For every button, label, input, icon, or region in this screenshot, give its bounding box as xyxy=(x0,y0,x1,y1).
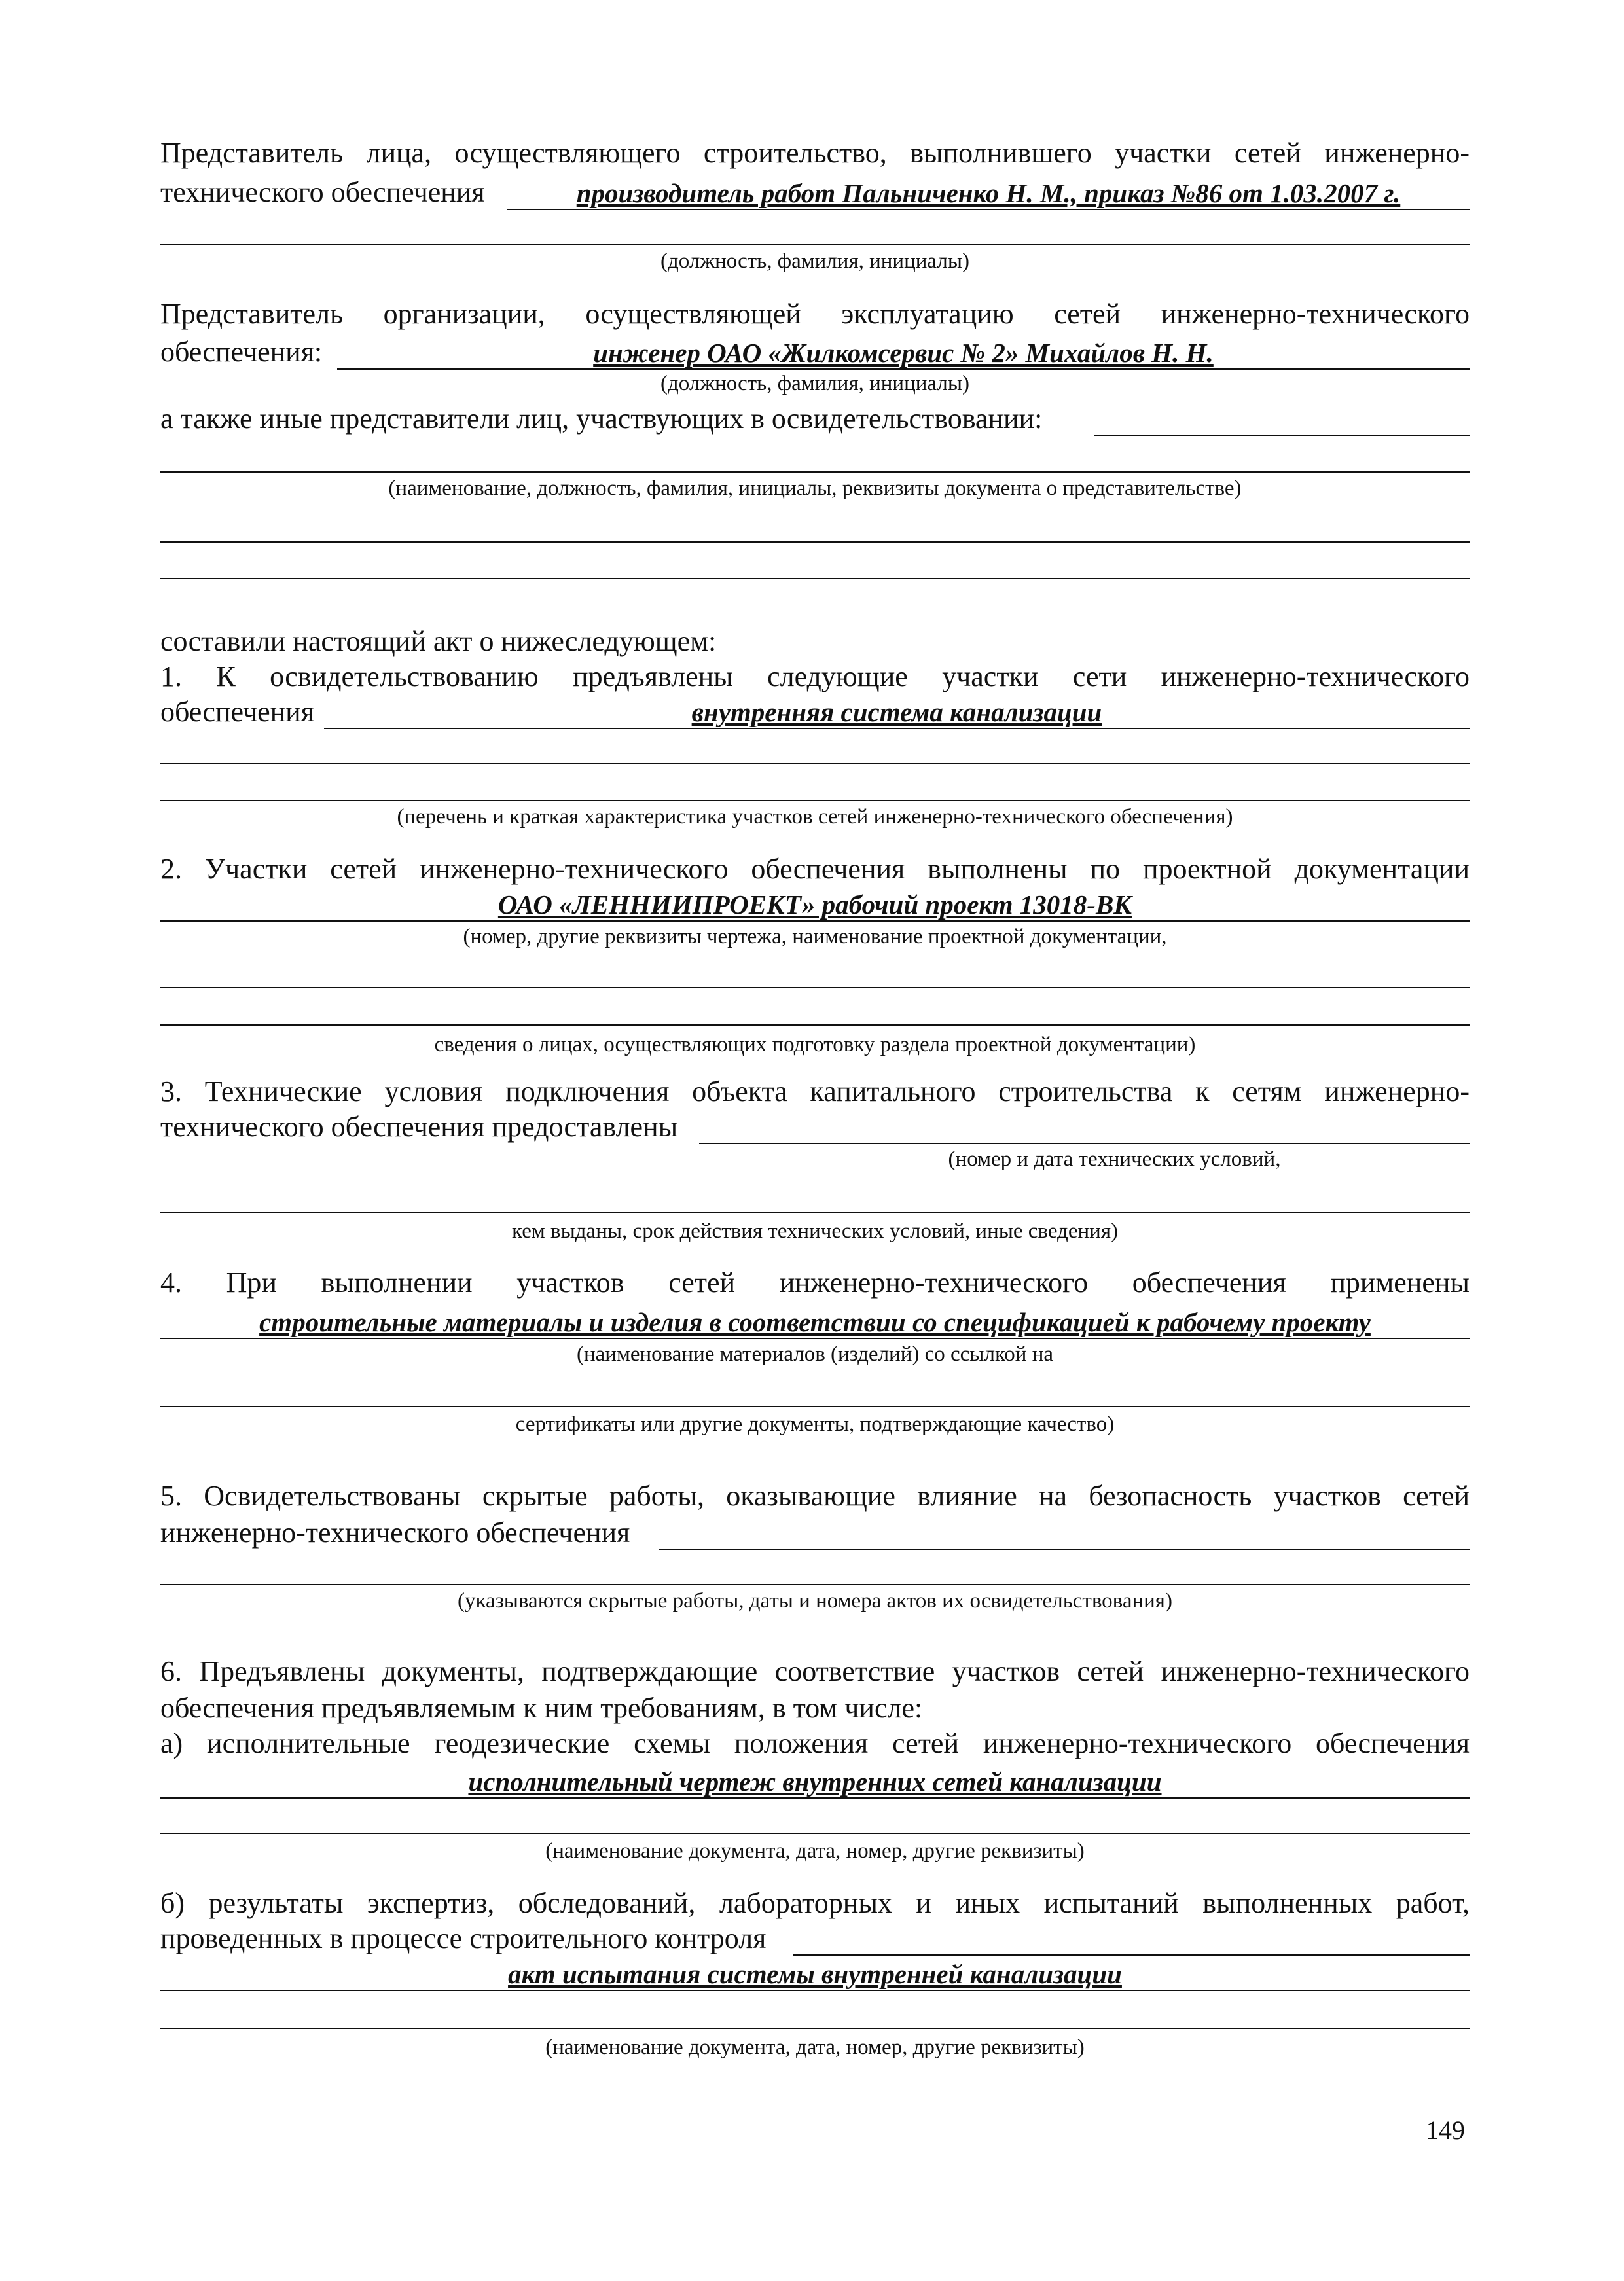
item3-line-2 xyxy=(160,1212,1470,1213)
item2-value: ОАО «ЛЕННИИПРОЕКТ» рабочий проект 13018-ВК xyxy=(497,889,1132,920)
item1-underline xyxy=(324,728,1470,729)
other-reps-line-4 xyxy=(160,578,1470,579)
item1-line-3 xyxy=(160,800,1470,801)
item6-line2: обеспечения предъявляемым к ним требованиям, в том числе: xyxy=(160,1692,923,1724)
other-reps-line-3 xyxy=(160,541,1470,543)
caption-position-name-1: (должность, фамилия, инициалы) xyxy=(660,249,969,273)
item6b-line-3 xyxy=(160,2028,1470,2029)
item6b-value-underline xyxy=(160,1990,1470,1991)
item3-underline xyxy=(699,1143,1470,1144)
item5-line-2 xyxy=(160,1584,1470,1585)
item1-label: обеспечения xyxy=(160,696,314,728)
other-reps-line-2 xyxy=(160,471,1470,473)
rep-operator-line1: Представитель организации, осуществляющей эксплуатацию сетей инженерно-технического xyxy=(160,298,1470,330)
item4-value: строительные материалы и изделия в соответствии со спецификацией к рабочему проекту xyxy=(259,1307,1371,1337)
caption-position-name-2: (должность, фамилия, инициалы) xyxy=(660,372,969,395)
other-reps-underline xyxy=(1094,435,1470,436)
item2-underline xyxy=(160,920,1470,922)
item1-line1: 1. К освидетельствованию предъявлены следующие участки сети инженерно-технического xyxy=(160,660,1470,692)
other-reps-label: а также иные представители лиц, участвующих в освидетельствовании: xyxy=(160,403,1043,435)
caption-item3-b: кем выданы, срок действия технических условий, иные сведения) xyxy=(512,1219,1118,1243)
item6b-line1: б) результаты экспертиз, обследований, лабораторных и иных испытаний выполненных работ, xyxy=(160,1887,1470,1919)
item6b-label: проведенных в процессе строительного контроля xyxy=(160,1922,767,1954)
caption-item5: (указываются скрытые работы, даты и номера актов их освидетельствования) xyxy=(458,1589,1172,1613)
rep-operator-value: инженер ОАО «Жилкомсервис № 2» Михайлов Н. Н. xyxy=(593,338,1214,368)
item5-underline xyxy=(659,1549,1470,1550)
item6a-underline xyxy=(160,1797,1470,1799)
item6b-value: акт испытания системы внутренней канализации xyxy=(508,1959,1122,1989)
item2-line1: 2. Участки сетей инженерно-технического обеспечения выполнены по проектной документации xyxy=(160,853,1470,885)
rep-builder-line1: Представитель лица, осуществляющего строительство, выполнившего участки сетей инженерно- xyxy=(160,137,1470,169)
item4-line-2 xyxy=(160,1406,1470,1407)
item1-line-2 xyxy=(160,763,1470,764)
item2-line-3 xyxy=(160,1024,1470,1026)
item6a-value: исполнительный чертеж внутренних сетей канализации xyxy=(468,1767,1162,1797)
item6b-underline xyxy=(793,1954,1470,1956)
item1-value: внутренняя система канализации xyxy=(691,697,1102,727)
caption-item6b: (наименование документа, дата, номер, другие реквизиты) xyxy=(545,2036,1085,2059)
item2-line-2 xyxy=(160,987,1470,988)
caption-item2-a: (номер, другие реквизиты чертежа, наименование проектной документации, xyxy=(463,925,1167,948)
caption-item4-a: (наименование материалов (изделий) со ссылкой на xyxy=(576,1342,1054,1366)
rep-builder-extra-line xyxy=(160,244,1470,245)
page-number: 149 xyxy=(1426,2115,1465,2145)
item3-label: технического обеспечения предоставлены xyxy=(160,1111,678,1143)
item3-line1: 3. Технические условия подключения объекта капитального строительства к сетям инженерно- xyxy=(160,1075,1470,1107)
item5-line1: 5. Освидетельствованы скрытые работы, оказывающие влияние на безопасность участков сетей xyxy=(160,1480,1470,1512)
item5-label: инженерно-технического обеспечения xyxy=(160,1517,630,1549)
item6a-line-2 xyxy=(160,1833,1470,1834)
caption-item6a: (наименование документа, дата, номер, другие реквизиты) xyxy=(545,1839,1085,1863)
rep-operator-label: обеспечения: xyxy=(160,336,323,368)
item6a-line: а) исполнительные геодезические схемы положения сетей инженерно-технического обеспечения xyxy=(160,1727,1470,1759)
rep-builder-label: технического обеспечения xyxy=(160,176,485,208)
rep-builder-underline xyxy=(507,209,1470,210)
caption-item2-b: сведения о лицах, осуществляющих подготовку раздела проектной документации) xyxy=(434,1033,1196,1056)
rep-operator-underline xyxy=(337,368,1470,370)
composed-text: составили настоящий акт о нижеследующем: xyxy=(160,625,717,657)
rep-builder-value: производитель работ Пальниченко Н. М., приказ №86 от 1.03.2007 г. xyxy=(576,178,1401,208)
item6-line1: 6. Предъявлены документы, подтверждающие соответствие участков сетей инженерно-технического xyxy=(160,1655,1470,1687)
item4-underline xyxy=(160,1338,1470,1339)
caption-other-reps: (наименование, должность, фамилия, инициалы, реквизиты документа о представительстве) xyxy=(388,476,1242,500)
item4-line1: 4. При выполнении участков сетей инженерно-технического обеспечения применены xyxy=(160,1266,1470,1299)
caption-item1: (перечень и краткая характеристика участков сетей инженерно-технического обеспечения) xyxy=(397,805,1233,829)
caption-item4-b: сертификаты или другие документы, подтверждающие качество) xyxy=(515,1412,1115,1436)
caption-item3-a: (номер и дата технических условий, xyxy=(948,1147,1281,1171)
